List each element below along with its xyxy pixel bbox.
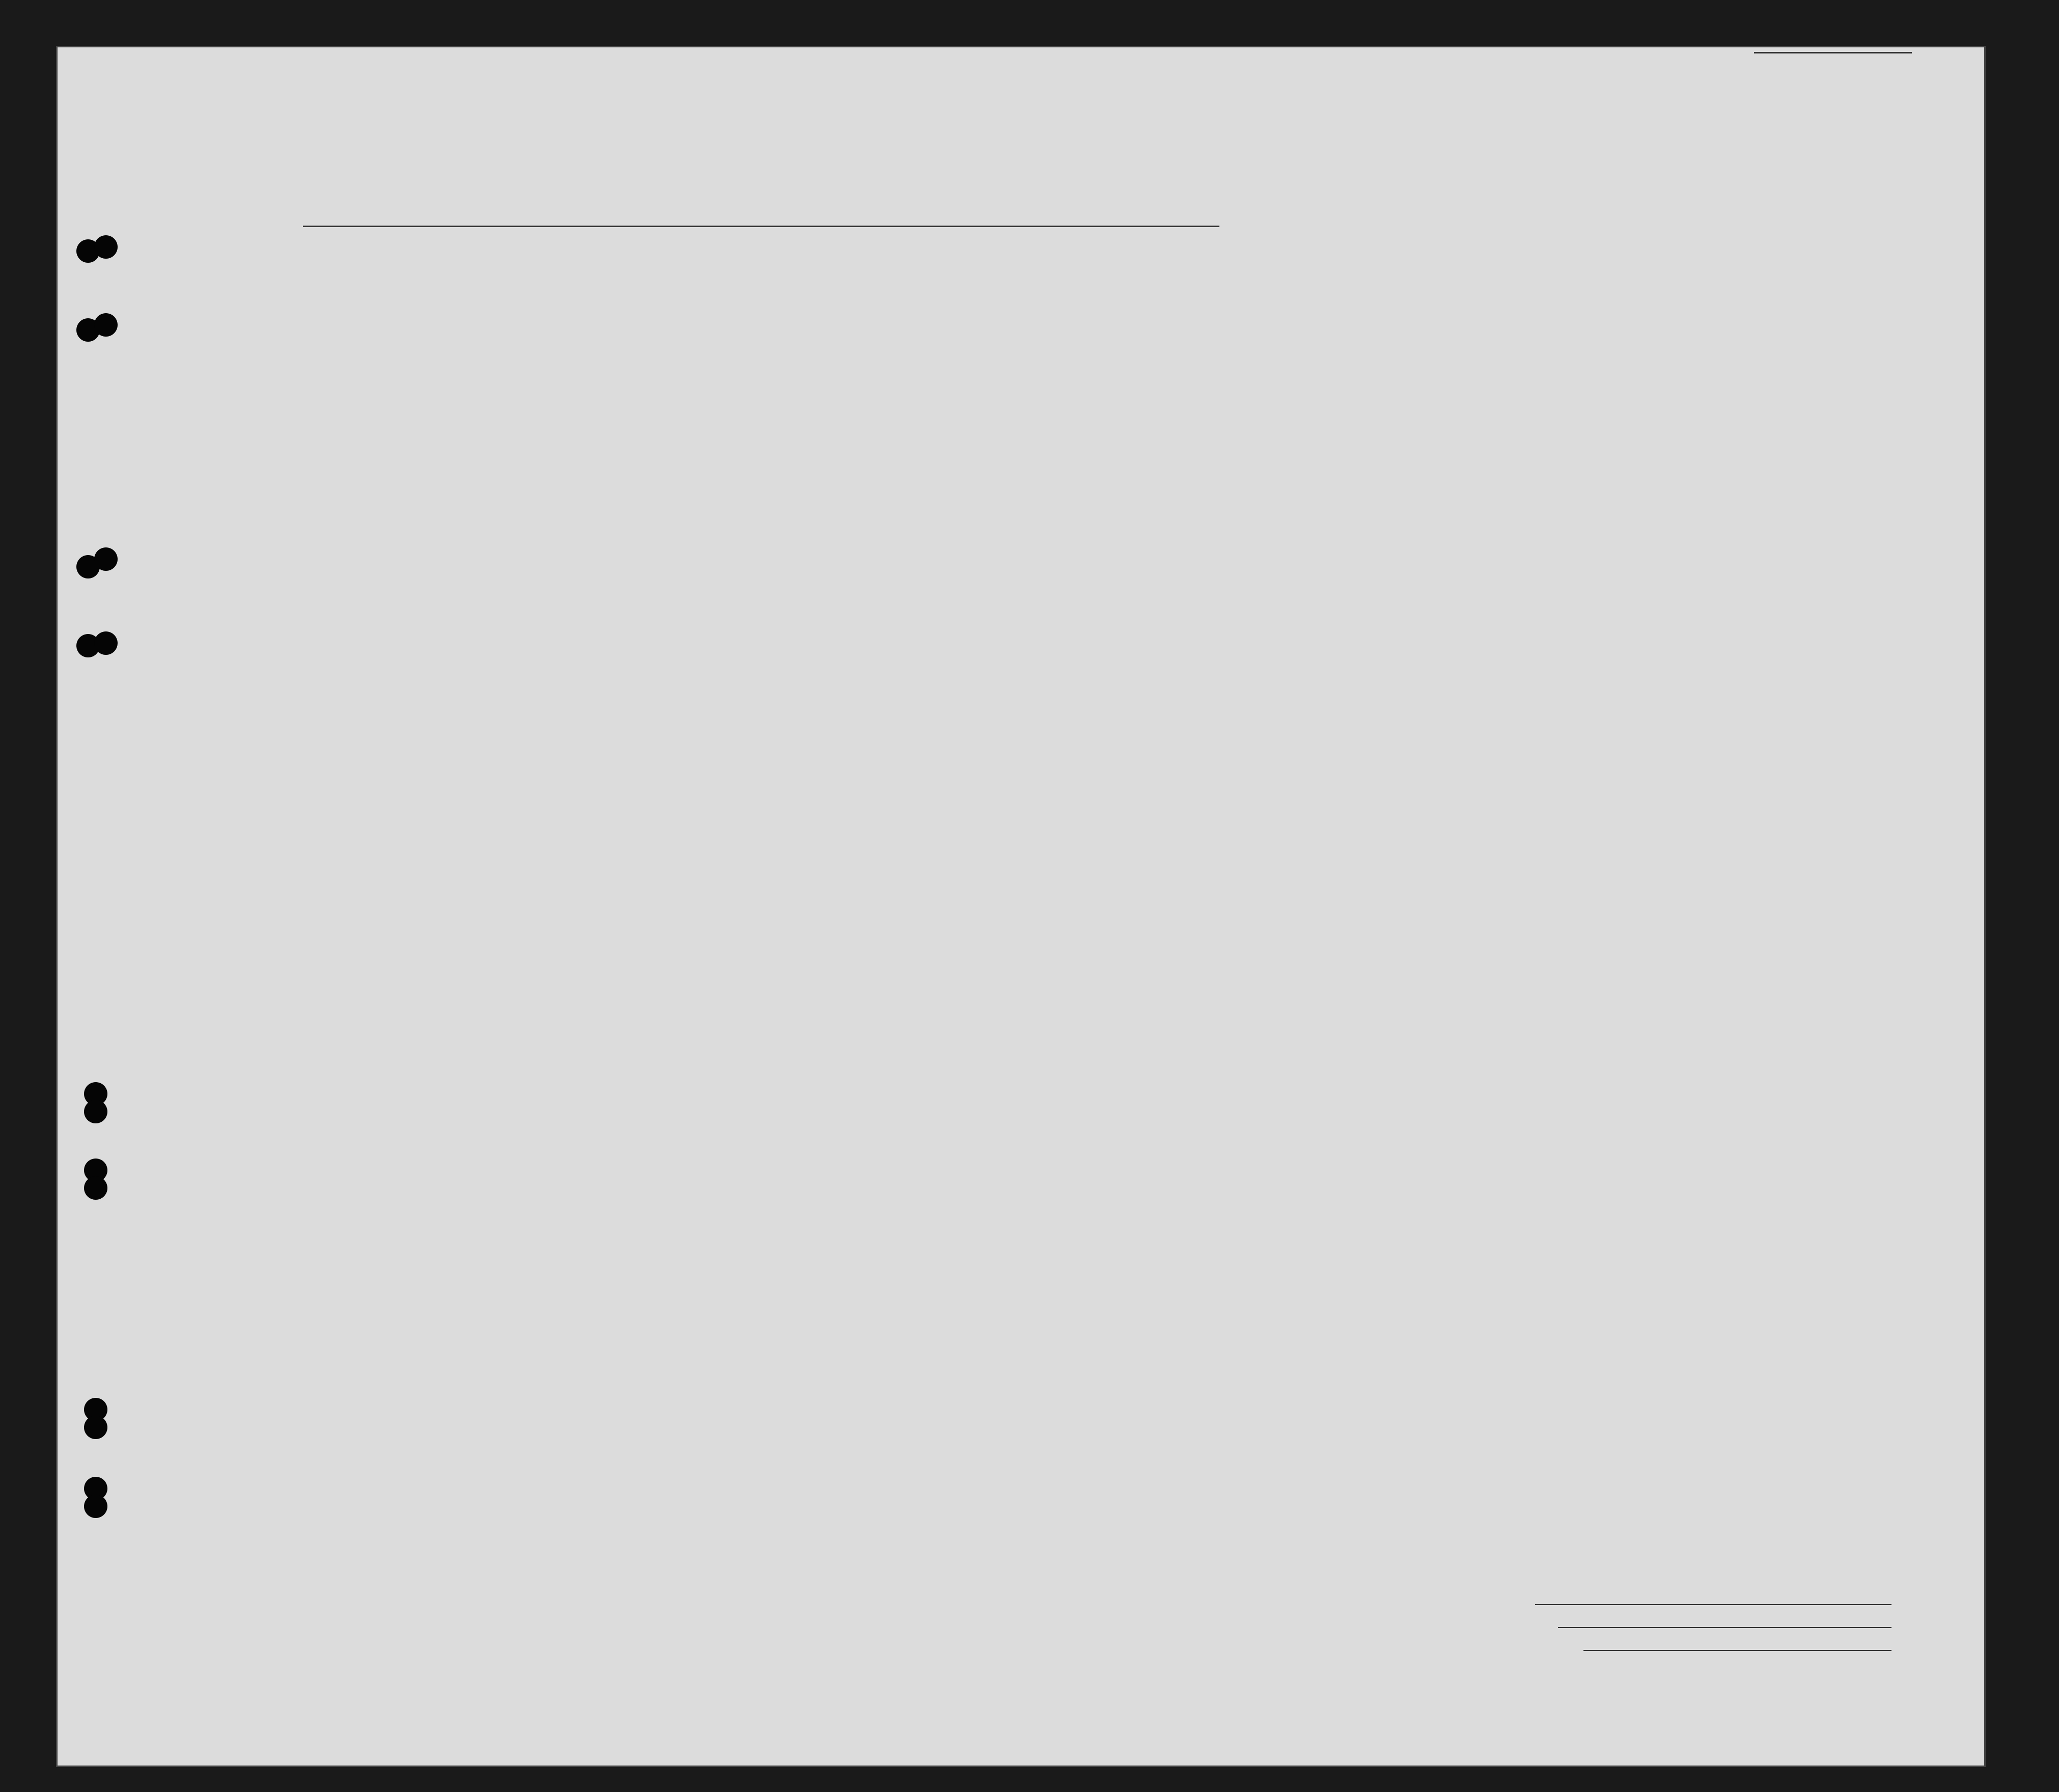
- header-prison: [1296, 285, 1321, 407]
- header-q29: [1441, 285, 1471, 407]
- header-q31: [1505, 285, 1520, 407]
- header-polygamist: [1337, 285, 1352, 407]
- header-money: [718, 285, 738, 387]
- header-feet: [1650, 372, 1662, 402]
- header-q30: [1479, 285, 1494, 407]
- header-q28: [1385, 285, 1431, 407]
- header-purpose-sub-1: [1181, 316, 1207, 407]
- header-inches: [1675, 367, 1687, 402]
- header-purpose-sub-3: [1242, 316, 1263, 407]
- line-signature-line: [1535, 1604, 1891, 1605]
- header-purpose-sub-2: [1214, 316, 1235, 407]
- header-anarchist: [1364, 285, 1379, 407]
- agents-signature-line: [1583, 1650, 1891, 1651]
- owners-signature-line: [1558, 1627, 1891, 1628]
- header-ticket: [597, 285, 612, 405]
